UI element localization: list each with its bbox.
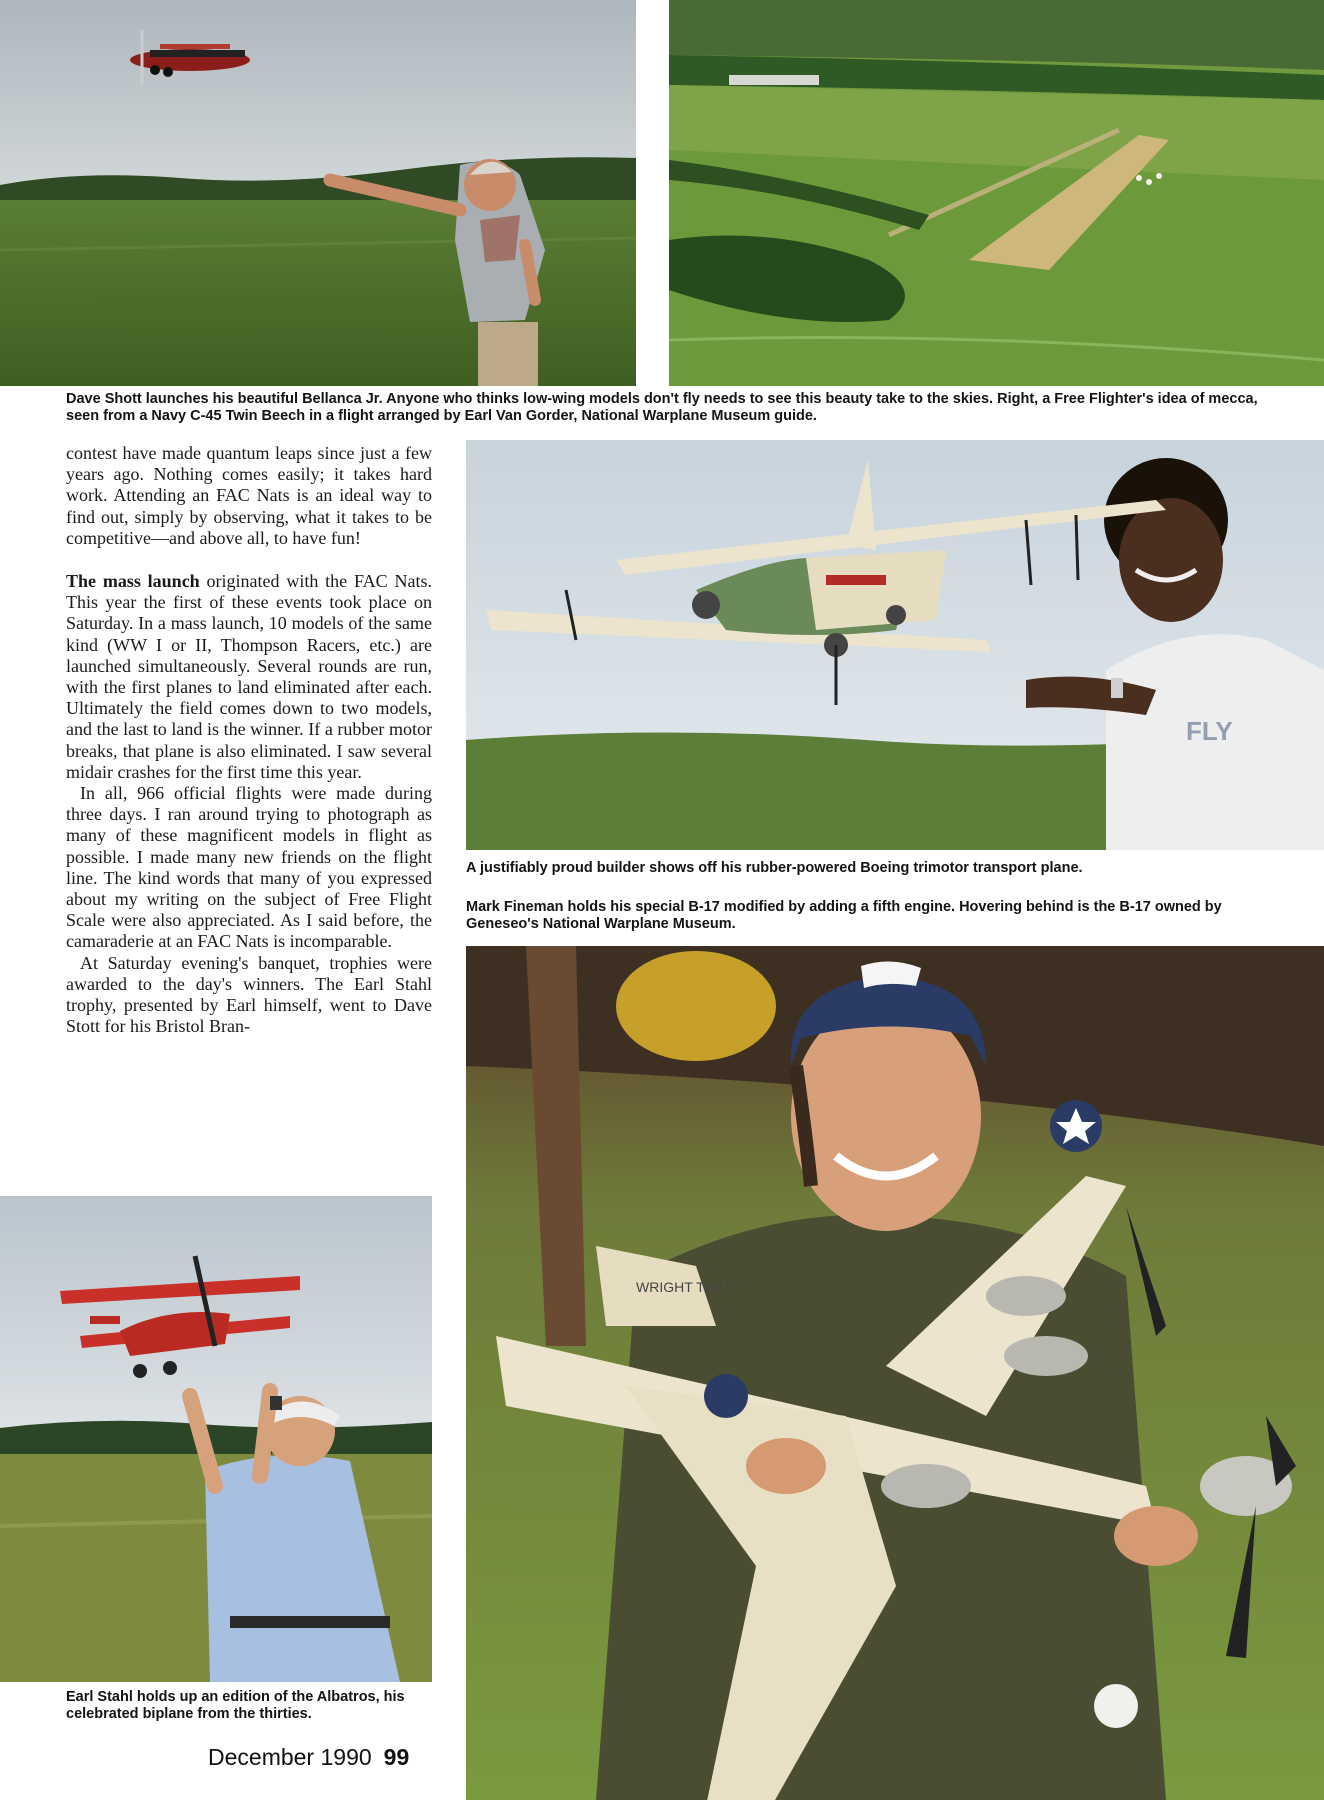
trimotor-photo-caption: A justifiably proud builder shows off his rubber-powered Boeing trimotor transport plane. [466,860,1083,876]
svg-text:WRIGHT TEST: WRIGHT TEST [636,1279,732,1295]
svg-text:FLY: FLY [1186,716,1233,746]
page-folio [208,1744,409,1771]
bellanca-launch-photo [0,0,636,386]
article-paragraph-1: contest have made quantum leaps since just a few years ago. Nothing comes easily; it takes hard work. Attending an FAC Nats is an ideal way to find out, simply by observing, what it takes to be competitive—and above all, to have fun! [66,443,432,548]
page-number: 99 [383,1744,410,1770]
article-paragraph-4: At Saturday evening's banquet, trophies were awarded to the day's winners. The Earl Stahl trophy, presented by Earl himself, went to Dave Stott for his Bristol Bran- [66,952,432,1037]
airfield-aerial-photo [669,0,1324,386]
issue-date: December 1990 [208,1744,372,1770]
stahl-albatros-photo [0,1196,432,1682]
article-paragraph-3: In all, 966 official flights were made during three days. I ran around trying to photograph as many of these magnificent models in flight as possible. I made many new friends on the flight line. The kind words that many of you expressed about my writing on the subject of Free Flight Scale were also appreciated. As I said before, the camaraderie at an FAC Nats is incomparable. [66,783,432,952]
stahl-photo-caption: Earl Stahl holds up an edition of the Albatros, his celebrated biplane from the thirties. [66,1689,405,1722]
mass-launch-lead: The mass launch [66,571,200,592]
contest-badge [1094,1684,1138,1728]
article-paragraph-2: The mass launch originated with the FAC Nats. This year the first of these events took place on Saturday. In a mass launch, 10 models of the same kind (WW I or II, Thompson Racers, etc.) are launched simultaneously. Several rounds are run, with the first planes to land eliminated after each. Ultimately the field comes down to two models, and the last to land is the winner. If a rubber motor breaks, that plane is also eliminated. I saw several midair crashes for the first time this year. [66,571,432,782]
b17-photo-caption: Mark Fineman holds his special B-17 modified by adding a fifth engine. Hovering behind is the B-17 owned by Geneseo's National Warplane Museum. [466,899,1222,932]
b17-engine-background [616,951,776,1061]
top-photos-caption: Dave Shott launches his beautiful Bellanca Jr. Anyone who thinks low-wing models don't fly needs to see this beauty take to the skies. Right, a Free Flighter's idea of mecca, seen from a Navy C-45 Twin Beech in a flight arranged by Earl Van Gorder, National Warplane Museum guide. [66,391,1258,424]
article-column [66,443,432,1037]
trimotor-builder-photo [466,440,1324,850]
b17-fineman-photo [466,946,1324,1800]
